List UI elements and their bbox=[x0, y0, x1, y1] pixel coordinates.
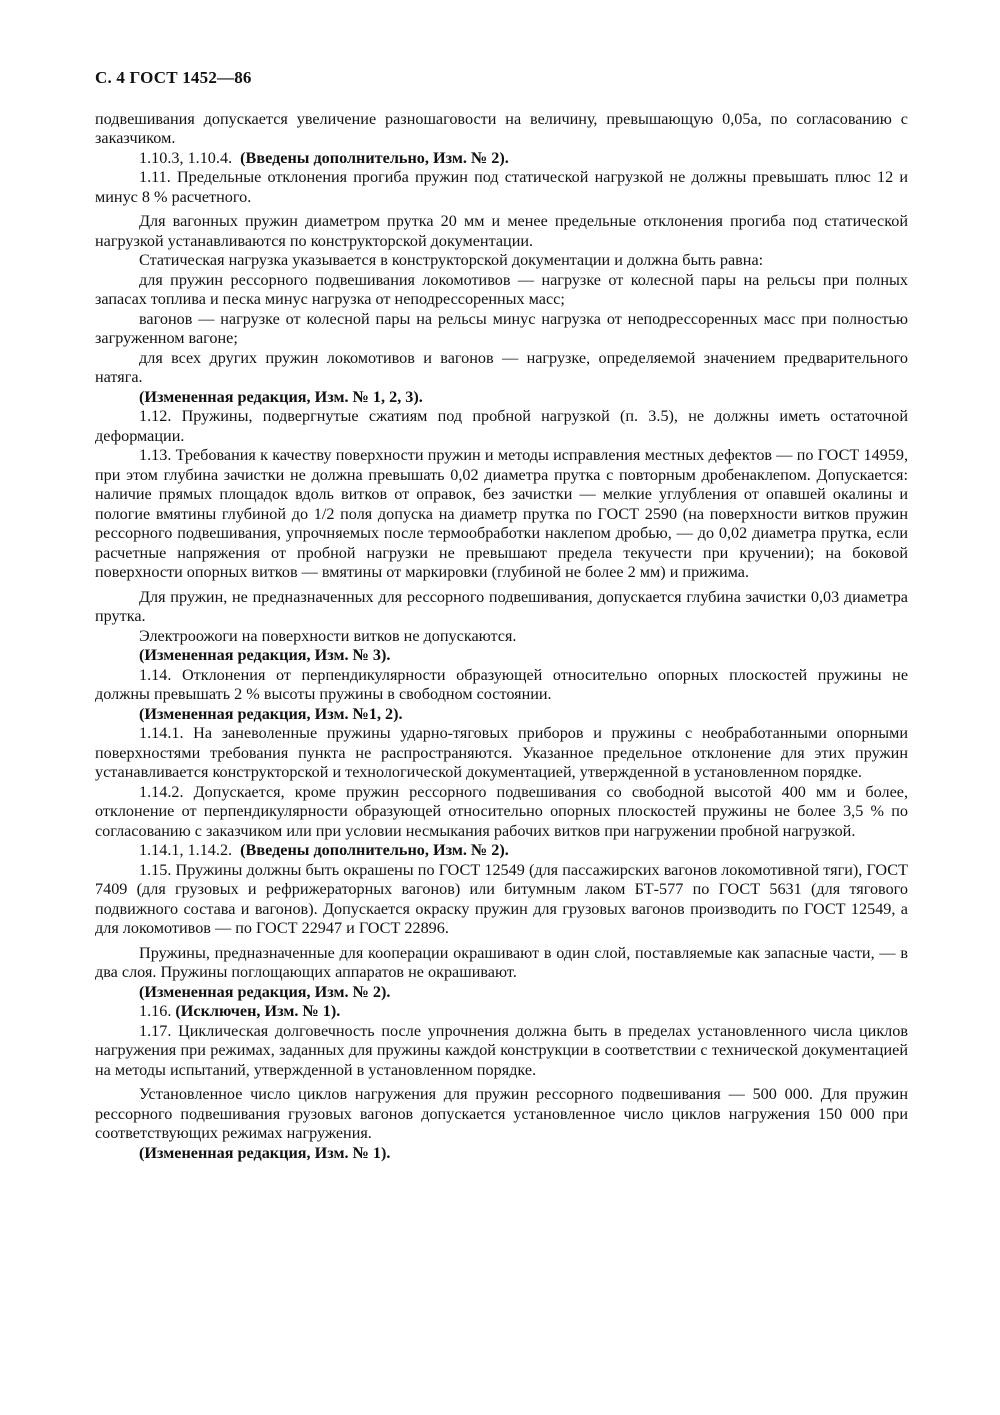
amendment-note: (Измененная редакция, Изм. № 1, 2, 3). bbox=[139, 387, 423, 406]
amendment-paragraph bbox=[95, 388, 908, 408]
amendment-note: (Измененная редакция, Изм. №1, 2). bbox=[139, 704, 403, 723]
clause-number: 1.16. bbox=[139, 1002, 172, 1020]
amendment-paragraph bbox=[95, 1144, 908, 1164]
paragraph-1-11: 1.11. Предельные отклонения прогиба пружин под статической нагрузкой не должны превышать плюс 12 и минус 8 % расчетного. bbox=[95, 168, 909, 206]
paragraph: Пружины, предназначенные для кооперации окрашивают в один слой, поставляемые как запасные части, — в два слоя. Пружины поглощающих аппаратов не окрашивают. bbox=[95, 943, 908, 981]
clause-number: 1.14.2. bbox=[139, 782, 184, 801]
body-text bbox=[95, 110, 908, 1164]
amendment-note: (Измененная редакция, Изм. № 1). bbox=[139, 1143, 391, 1162]
paragraph-1-17: 1.17. Циклическая долговечность после упрочнения должна быть в пределах установленного числа циклов нагружения при режимах, заданных для пружины каждой конструкции в соответствии с технической документацией на методы испытаний, утвержденной в установленном порядке. bbox=[95, 1021, 908, 1079]
paragraph-1-15: 1.15. Пружины должны быть окрашены по ГОСТ 12549 (для пассажирских вагонов локомотивной тяги), ГОСТ 7409 (для грузовых и рефрижераторных вагонов) или битумным лаком БТ-577 по ГОСТ 5631 (для тягового подвижного состава и вагонов). Допускается окраску пружин для грузовых вагонов производить по ГОСТ 12549, а для локомотивов — по ГОСТ 22947 и ГОСТ 22896. bbox=[95, 860, 908, 937]
amendment-paragraph bbox=[95, 983, 908, 1003]
paragraph-continuation: подвешивания допускается увеличение разношаговости на величину, превышающую 0,05а, по согласованию с заказчиком. bbox=[95, 109, 908, 147]
paragraph-1-13: 1.13. Требования к качеству поверхности пружин и методы исправления местных дефектов — по ГОСТ 14959, при этом глубина зачистки не должна превышать 0,02 диаметра прутка с повторным дробенаклепом. Допускается: наличие прямых площадок вдоль витков от оправок, без зачистки — мелкие углубления от опавшей окалины и пологие вмятины глубиной до 1/2 поля допуска на диаметр прутка по ГОСТ 2590 (на поверхности витков пружин рессорного подвешивания, упрочняемых после термообработки наклепом дробью, — до 0,02 диаметра прутка, если расчетные напряжения от пробной нагрузки не превышают предела текучести при кручении); на боковой поверхности опорных витков — вмятины от маркировки (глубиной не более 2 мм) и прижима. bbox=[95, 446, 908, 581]
paragraph-1-14: 1.14. Отклонения от перпендикулярности образующей относительно опорных плоскостей пружины не должны превышать 2 % высоты пружины в свободном состоянии. bbox=[95, 665, 909, 703]
clause-number: 1.12. bbox=[139, 407, 172, 425]
paragraph-1-12: 1.12. Пружины, подвергнутые сжатиям под пробной нагрузкой (п. 3.5), не должны иметь остаточной деформации. bbox=[95, 407, 909, 445]
clause-number: 1.13. bbox=[139, 446, 172, 464]
paragraph-1-10-3 bbox=[95, 149, 908, 169]
clause-number: 1.11. bbox=[139, 168, 171, 186]
clause-number: 1.17. bbox=[139, 1021, 172, 1040]
paragraph: Для вагонных пружин диаметром прутка 20 мм и менее предельные отклонения прогиба под статической нагрузкой устанавливаются по конструкторской документации. bbox=[95, 212, 908, 250]
paragraph: Электроожоги на поверхности витков не допускаются. bbox=[139, 626, 517, 645]
amendment-note: (Измененная редакция, Изм. № 2). bbox=[139, 982, 391, 1001]
paragraph-1-16 bbox=[95, 1002, 908, 1022]
clause-number: 1.15. bbox=[139, 860, 172, 879]
clause-number: 1.14.1, 1.14.2. bbox=[139, 841, 233, 859]
paragraph-1-14-2: 1.14.2. Допускается, кроме пружин рессорного подвешивания со свободной высотой 400 мм и более, отклонение от перпендикулярности образующей относительно опорных плоскостей пружины не более 3,5 % по согласованию с заказчиком или при условии несмыкания рабочих витков при нагружении пробной нагрузкой. bbox=[95, 782, 908, 840]
amendment-note: (Измененная редакция, Изм. № 3). bbox=[139, 646, 391, 664]
amendment-note: (Введены дополнительно, Изм. № 2). bbox=[240, 841, 509, 859]
paragraph: Для пружин, не предназначенных для рессорного подвешивания, допускается глубина зачистки 0,03 диаметра прутка. bbox=[95, 587, 908, 625]
paragraph: Статическая нагрузка указывается в конструкторской документации и должна быть равна: bbox=[139, 251, 764, 269]
amendment-paragraph bbox=[95, 646, 908, 666]
paragraph: для всех других пружин локомотивов и вагонов — нагрузке, определяемой значением предварительного натяга. bbox=[95, 348, 908, 386]
clause-number: 1.14. bbox=[139, 665, 172, 684]
paragraph: Установленное число циклов нагружения для пружин рессорного подвешивания — 500 000. Для пружин рессорного подвешивания грузовых вагонов допускается установленное число циклов нагружения 150 000 при соответствующих режимах нагружения. bbox=[95, 1085, 908, 1142]
paragraph: вагонов — нагрузке от колесной пары на рельсы минус нагрузка от неподрессоренных масс при полностью загруженном вагоне; bbox=[95, 309, 908, 347]
amendment-note: (Исключен, Изм. № 1). bbox=[175, 1002, 341, 1020]
amendment-paragraph bbox=[95, 705, 908, 725]
clause-number: 1.10.3, 1.10.4. bbox=[139, 148, 233, 167]
amendment-note: (Введены дополнительно, Изм. № 2). bbox=[240, 148, 509, 167]
clause-number: 1.14.1. bbox=[139, 724, 184, 742]
paragraph-1-14-1: 1.14.1. На заневоленные пружины ударно-тяговых приборов и пружины с необработанными опорными поверхностями требования пункта не распространяются. Указанное предельное отклонение для этих пружин устанавливается конструкторской и технологической документацией, утвержденной в установленном порядке. bbox=[95, 724, 908, 781]
running-head: С. 4 ГОСТ 1452—86 bbox=[95, 68, 252, 87]
paragraph-1-14-1-amend bbox=[95, 841, 908, 861]
paragraph: для пружин рессорного подвешивания локомотивов — нагрузке от колесной пары на рельсы при полных запасах топлива и песка минус нагрузка от неподрессоренных масс; bbox=[95, 270, 908, 308]
